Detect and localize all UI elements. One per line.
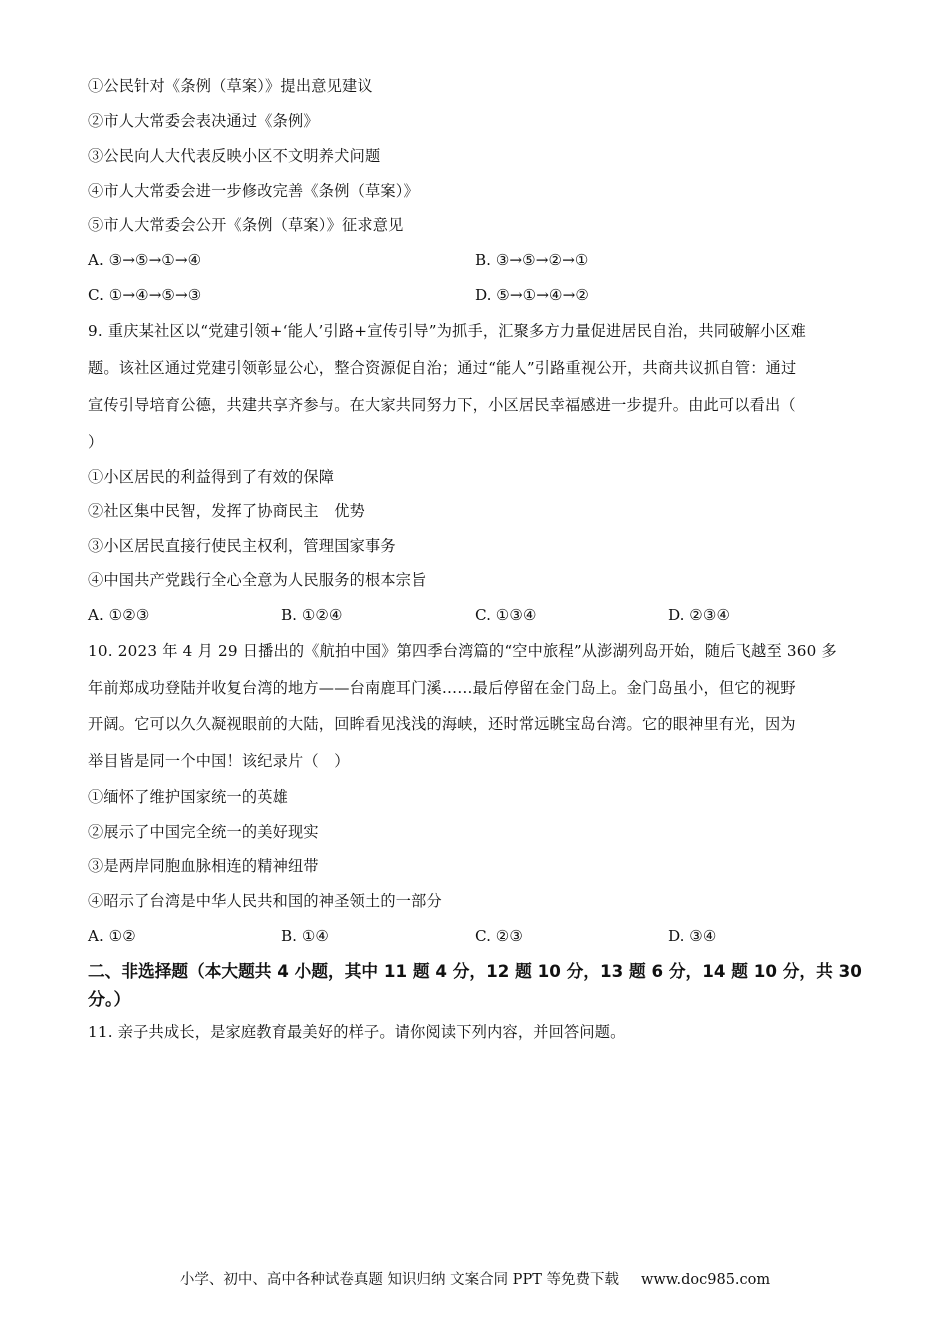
q9-item-1: ①小区居民的利益得到了有效的保障 [88,468,335,486]
q9-option-d[interactable]: D. ②③④ [668,606,731,624]
q9-stem-line-1: 9. 重庆某社区以“党建引领+‘能人’引路+宣传引导”为抓手，汇聚多方力量促进居民自治，共同破解小区难 [88,322,807,340]
q8-option-a[interactable]: A. ③→⑤→①→④ [88,251,202,269]
q10-item-4: ④昭示了台湾是中华人民共和国的神圣领土的一部分 [88,892,442,910]
q10-option-c[interactable]: C. ②③ [475,927,523,945]
q9-stem-line-2: 题。该社区通过党建引领彰显公心，整合资源促自治；通过“能人”引路重视公开，共商共议抓自管：通过 [88,359,797,377]
q8-item-4: ④市人大常委会进一步修改完善《条例（草案）》 [88,182,419,200]
q9-option-b[interactable]: B. ①②④ [281,606,343,624]
q10-option-b[interactable]: B. ①④ [281,927,330,945]
q9-stem-line-3: 宣传引导培育公德，共建共享齐参与。在大家共同努力下，小区居民幸福感进一步提升。由此可以看出（ [88,396,796,414]
q11-stem: 11. 亲子共成长，是家庭教育最美好的样子。请你阅读下列内容，并回答问题。 [88,1023,626,1041]
q9-item-4: ④中国共产党践行全心全意为人民服务的根本宗旨 [88,571,427,589]
section-2-title-line-2: 分。） [88,990,131,1010]
q8-option-d[interactable]: D. ⑤→①→④→② [475,286,589,304]
section-2-title-line-1: 二、非选择题（本大题共 4 小题，其中 11 题 4 分，12 题 10 分，13 题 6 分，14 题 10 分，共 30 [88,962,862,982]
q10-stem-line-4: 举目皆是同一个中国！该纪录片（ ） [88,752,350,770]
q9-stem-line-4: ） [88,433,104,451]
q10-stem-line-3: 开阔。它可以久久凝视眼前的大陆，回眸看见浅浅的海峡，还时常远眺宝岛台湾。它的眼神里有光，因为 [88,715,796,733]
q8-item-1: ①公民针对《条例（草案）》提出意见建议 [88,77,373,95]
q9-item-2: ②社区集中民智，发挥了协商民主 优势 [88,502,365,520]
q8-item-2: ②市人大常委会表决通过《条例》 [88,112,319,130]
q10-item-2: ②展示了中国完全统一的美好现实 [88,823,319,841]
q8-option-b[interactable]: B. ③→⑤→②→① [475,251,589,269]
q10-option-d[interactable]: D. ③④ [668,927,717,945]
q10-stem-line-2: 年前郑成功登陆并收复台湾的地方——台南鹿耳门溪……最后停留在金门岛上。金门岛虽小，但它的视野 [88,679,796,697]
q8-item-5: ⑤市人大常委会公开《条例（草案）》征求意见 [88,216,404,234]
q9-option-a[interactable]: A. ①②③ [88,606,150,624]
q8-option-c[interactable]: C. ①→④→⑤→③ [88,286,202,304]
q9-item-3: ③小区居民直接行使民主权利，管理国家事务 [88,537,396,555]
page-footer [0,1270,950,1290]
footer-url-link[interactable]: www.doc985.com [640,1272,771,1288]
q10-item-3: ③是两岸同胞血脉相连的精神纽带 [88,857,319,875]
q10-item-1: ①缅怀了维护国家统一的英雄 [88,788,289,806]
q8-item-3: ③公民向人大代表反映小区不文明养犬问题 [88,147,381,165]
footer-text: 小学、初中、高中各种试卷真题 知识归纳 文案合同 PPT 等免费下载 [179,1272,619,1288]
q10-stem-line-1: 10. 2023 年 4 月 29 日播出的《航拍中国》第四季台湾篇的“空中旅程”从澎湖列岛开始，随后飞越至 360 多 [88,642,837,660]
q10-option-a[interactable]: A. ①② [88,927,136,945]
q9-option-c[interactable]: C. ①③④ [475,606,537,624]
